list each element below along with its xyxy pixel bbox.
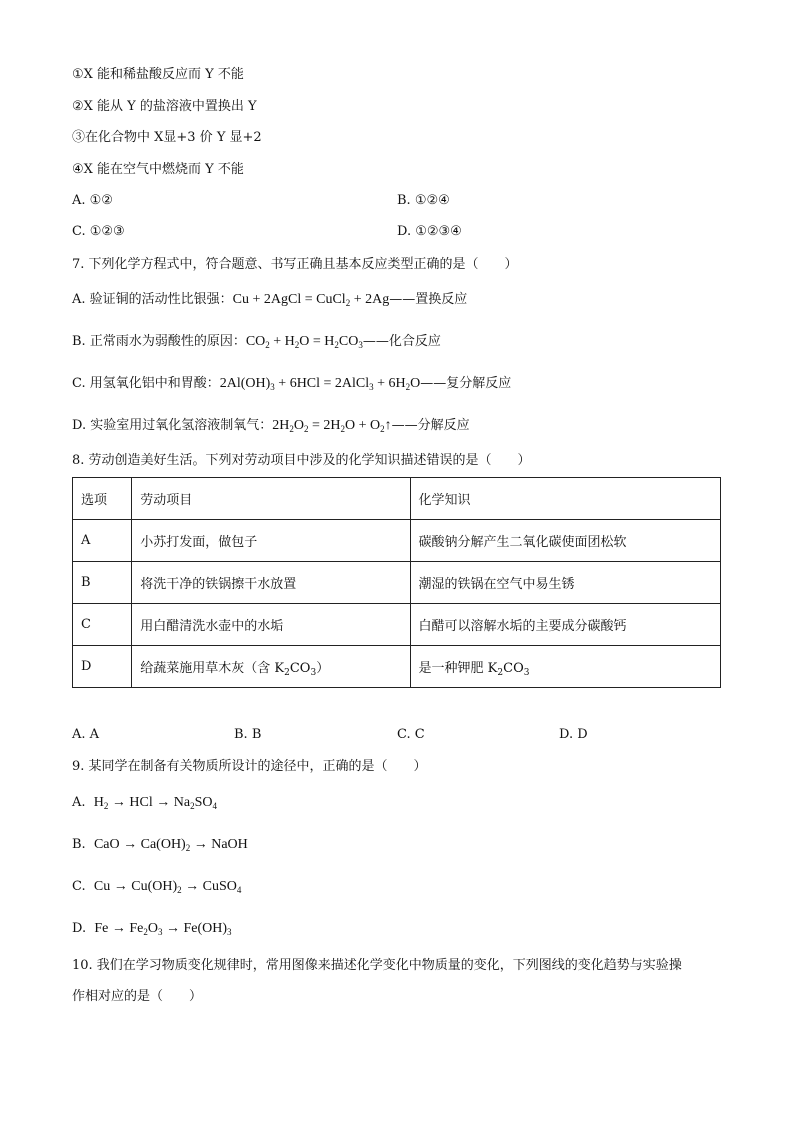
q7-option-a-prefix: A. 验证铜的活动性比银强： xyxy=(72,292,233,307)
q10-stem-line-1: 10. 我们在学习物质变化规律时，常用图像来描述化学变化中物质量的变化，下列图线的变化趋势与实验操 xyxy=(72,958,682,973)
q6-option-d: D. ①②③④ xyxy=(397,224,462,239)
q7-option-a xyxy=(72,291,467,309)
table-cell: 碳酸钠分解产生二氧化碳使面团松软 xyxy=(410,520,720,562)
eq-part: SO xyxy=(194,795,213,810)
header-labor-task: 劳动项目 xyxy=(132,478,410,520)
q8-option-d: D. D xyxy=(559,727,588,742)
q7-option-a-equation xyxy=(233,292,390,307)
q7-stem: 7. 下列化学方程式中，符合题意、书写正确且基本反应类型正确的是（ ） xyxy=(72,257,518,272)
q6-options-row-1 xyxy=(72,193,732,211)
option-label: B. xyxy=(72,837,86,852)
eq-part: + 2Ag xyxy=(350,292,390,307)
q6-options-row-2 xyxy=(72,224,732,242)
q8-table xyxy=(72,477,721,688)
q6-option-c: C. ①②③ xyxy=(72,224,125,239)
cell-subscript: 2 xyxy=(497,668,504,678)
eq-subscript: 2 xyxy=(345,298,351,308)
q7-option-d xyxy=(72,417,470,435)
eq-part: O + O xyxy=(345,418,381,433)
q7-option-c-prefix: C. 用氢氧化铝中和胃酸： xyxy=(72,376,220,391)
eq-subscript: 2 xyxy=(103,801,109,811)
eq-part: 2Al(OH) xyxy=(219,376,271,391)
eq-part: CO xyxy=(245,334,266,349)
q7-option-d-equation xyxy=(272,418,391,433)
cell-subscript: 3 xyxy=(523,668,530,678)
table-row xyxy=(73,562,721,604)
q8-option-b: B. B xyxy=(234,727,262,742)
cell-subscript: 2 xyxy=(284,668,290,678)
q7-option-c-equation xyxy=(220,376,421,391)
option-label: A. xyxy=(72,795,86,810)
eq-part: Fe → Fe xyxy=(94,921,144,936)
q7-option-d-type: ——分解反应 xyxy=(391,418,470,433)
cell-text: ） xyxy=(316,661,330,676)
eq-part: O = H xyxy=(299,334,335,349)
q7-option-b-equation xyxy=(246,334,363,349)
eq-subscript: 3 xyxy=(369,382,374,392)
eq-part: 2H xyxy=(272,418,290,433)
q9-option-c xyxy=(72,878,241,896)
q6-statement-2: ②X 能从 Y 的盐溶液中置换出 Y xyxy=(72,99,257,114)
eq-subscript: 2 xyxy=(190,801,195,811)
q8-stem: 8. 劳动创造美好生活。下列对劳动项目中涉及的化学知识描述错误的是（ ） xyxy=(72,453,531,468)
option-label: C. xyxy=(72,879,86,894)
q7-option-c xyxy=(72,375,511,393)
header-chem-knowledge: 化学知识 xyxy=(410,478,720,520)
eq-subscript: 3 xyxy=(157,927,163,937)
table-cell: D xyxy=(73,646,132,688)
eq-subscript: 2 xyxy=(143,927,148,937)
cell-text: 给蔬菜施用草木灰（含 K xyxy=(140,661,285,676)
cell-text: 是一种钾肥 K xyxy=(418,661,498,676)
cell-text: CO xyxy=(503,661,524,676)
eq-part: Cu → Cu(OH) xyxy=(93,879,178,894)
eq-subscript: 2 xyxy=(405,382,411,392)
q10-stem-line-2: 作相对应的是（ ） xyxy=(72,989,203,1004)
q9-option-a xyxy=(72,794,217,812)
eq-subscript: 3 xyxy=(227,927,232,937)
up-arrow-symbol: ↑ xyxy=(384,418,392,433)
eq-subscript: 2 xyxy=(340,424,345,434)
header-option: 选项 xyxy=(73,478,132,520)
eq-subscript: 3 xyxy=(270,382,275,392)
q6-statement-4: ④X 能在空气中燃烧而 Y 不能 xyxy=(72,162,244,177)
q8-options-row xyxy=(72,727,732,745)
eq-part: CaO → Ca(OH) xyxy=(93,837,186,852)
q6-option-a: A. ①② xyxy=(72,193,113,208)
q9-option-c-path xyxy=(94,879,241,894)
eq-subscript: 2 xyxy=(185,843,191,853)
eq-part: O xyxy=(293,418,304,433)
eq-part: CO xyxy=(338,334,359,349)
eq-subscript: 4 xyxy=(236,885,242,895)
q6-option-b: B. ①②④ xyxy=(397,193,450,208)
q7-option-a-type: ——置换反应 xyxy=(389,292,468,307)
eq-subscript: 3 xyxy=(358,340,363,350)
eq-part: = 2H xyxy=(308,418,341,433)
cell-subscript: 3 xyxy=(310,668,317,678)
option-label: D. xyxy=(72,921,87,936)
eq-part: + 6HCl = 2AlCl xyxy=(274,376,370,391)
eq-subscript: 4 xyxy=(212,801,217,811)
table-row xyxy=(73,520,721,562)
table-cell: 用白醋清洗水壶中的水垢 xyxy=(132,604,410,646)
q9-option-d xyxy=(72,920,232,938)
eq-part: → HCl → Na xyxy=(108,795,191,810)
q7-option-d-prefix: D. 实验室用过氧化氢溶液制氧气： xyxy=(72,418,273,433)
q7-option-b xyxy=(72,333,441,351)
table-row xyxy=(73,604,721,646)
q9-option-b xyxy=(72,836,248,854)
table-cell: 白醋可以溶解水垢的主要成分碳酸钙 xyxy=(410,604,720,646)
eq-subscript: 2 xyxy=(294,340,300,350)
q9-option-a-path xyxy=(94,795,217,810)
q7-option-c-type: ——复分解反应 xyxy=(420,376,512,391)
q6-statement-3: ③在化合物中 X显+3 价 Y 显+2 xyxy=(72,130,262,145)
table-cell: 将洗干净的铁锅擦干水放置 xyxy=(132,562,410,604)
eq-part: → Fe(OH) xyxy=(162,921,228,936)
q7-option-b-prefix: B. 正常雨水为弱酸性的原因： xyxy=(72,334,246,349)
eq-part: O xyxy=(410,376,421,391)
table-cell: C xyxy=(73,604,132,646)
q8-option-a: A. A xyxy=(72,727,100,742)
table-cell xyxy=(132,646,410,688)
eq-subscript: 2 xyxy=(289,424,294,434)
q7-option-b-type: ——化合反应 xyxy=(362,334,441,349)
eq-subscript: 2 xyxy=(265,340,270,350)
eq-subscript: 2 xyxy=(334,340,339,350)
eq-part: Cu + 2AgCl = CuCl xyxy=(232,292,346,307)
table-header-row xyxy=(73,478,721,520)
q9-stem: 9. 某同学在制备有关物质所设计的途径中，正确的是（ ） xyxy=(72,759,427,774)
eq-part: H xyxy=(93,795,104,810)
eq-part: → NaOH xyxy=(190,837,248,852)
q6-statement-1: ①X 能和稀盐酸反应而 Y 不能 xyxy=(72,67,244,82)
table-row xyxy=(73,646,721,688)
eq-subscript: 2 xyxy=(303,424,309,434)
table-cell: 小苏打发面，做包子 xyxy=(132,520,410,562)
q9-option-b-path xyxy=(94,837,248,852)
table-cell: A xyxy=(73,520,132,562)
eq-part: → CuSO xyxy=(181,879,237,894)
table-cell: 潮湿的铁锅在空气中易生锈 xyxy=(410,562,720,604)
table-cell: B xyxy=(73,562,132,604)
cell-text: CO xyxy=(289,661,311,676)
q8-option-c: C. C xyxy=(397,727,425,742)
eq-part: + 6H xyxy=(373,376,406,391)
eq-part: O xyxy=(147,921,158,936)
table-cell xyxy=(410,646,720,688)
eq-subscript: 2 xyxy=(177,885,182,895)
eq-part: + H xyxy=(269,334,295,349)
eq-subscript: 2 xyxy=(380,424,385,434)
q9-option-d-path xyxy=(94,921,231,936)
